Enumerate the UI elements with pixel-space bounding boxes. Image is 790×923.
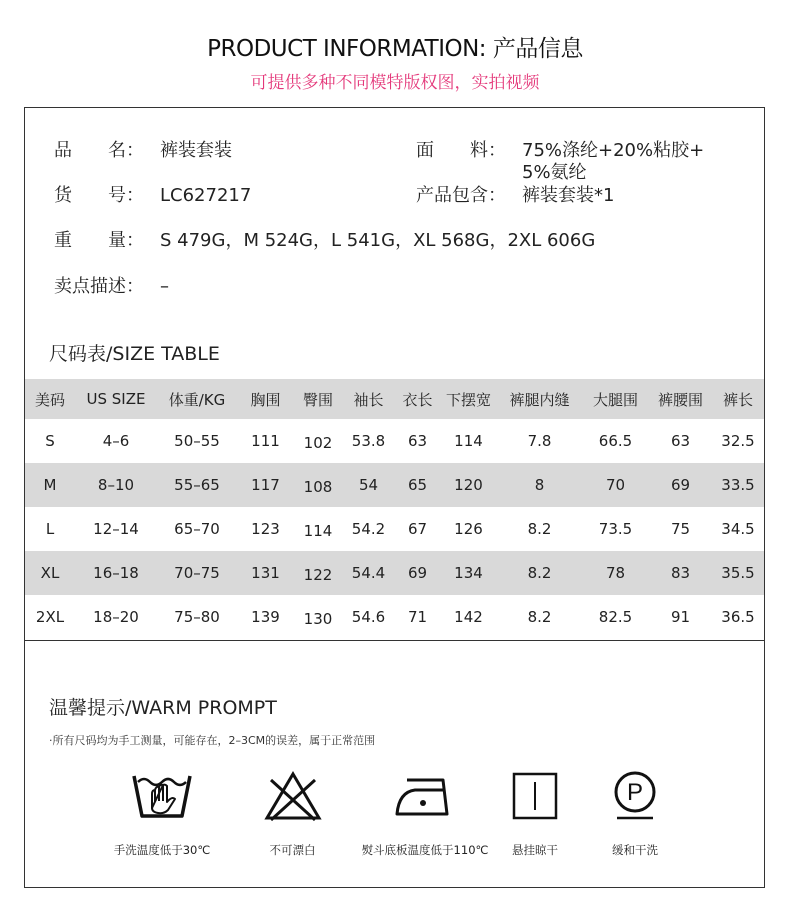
- iron-icon: [393, 768, 457, 824]
- table-cell: 2XL: [35, 608, 65, 626]
- info-package-label: 产品包含：: [416, 185, 506, 206]
- table-header: 大腿围: [582, 379, 649, 419]
- table-cell: 63: [407, 432, 428, 450]
- care-label: 悬挂晾干: [512, 843, 558, 857]
- table-cell: 18–20: [93, 608, 139, 626]
- table-cell: 32.5: [721, 432, 755, 450]
- table-cell: 75–80: [174, 608, 220, 626]
- table-cell: S: [45, 432, 55, 450]
- info-weight-value: S 479G，M 524G，L 541G，XL 568G，2XL 606G: [160, 230, 596, 251]
- care-iron: [340, 768, 510, 858]
- info-name-value: 裤装套装: [160, 140, 232, 161]
- table-cell: 102: [303, 434, 333, 452]
- table-header: 衣长: [395, 379, 440, 419]
- info-package-value: 裤装套装*1: [522, 185, 615, 206]
- table-cell: 134: [440, 551, 497, 595]
- table-cell: 63: [670, 432, 691, 450]
- table-cell: 114: [303, 522, 333, 540]
- table-cell: 53.8: [351, 432, 386, 450]
- table-cell: 54: [342, 463, 395, 507]
- info-fabric-value-line1: 75%涤纶+20%粘胶+: [522, 140, 705, 161]
- table-cell: 108: [294, 463, 342, 507]
- care-label: 缓和干洗: [612, 843, 658, 857]
- table-cell: 71: [407, 608, 428, 626]
- table-cell: 70: [582, 463, 649, 507]
- table-header: 裤长: [712, 379, 764, 419]
- table-cell: 33.5: [712, 463, 764, 507]
- table-cell: 8.2: [497, 551, 582, 595]
- measurement-note: ·所有尺码均为手工测量，可能存在，2–3CM的误差，属于正常范围: [49, 734, 376, 747]
- table-cell: XL: [25, 551, 75, 595]
- info-fabric-label: 面 料：: [416, 140, 506, 161]
- size-table-title: 尺码表/SIZE TABLE: [49, 343, 220, 365]
- table-header: 裤腰围: [649, 379, 712, 419]
- table-cell: L: [45, 520, 55, 538]
- warm-prompt-title: 温馨提示/WARM PROMPT: [49, 697, 277, 719]
- care-hand-wash: [87, 768, 237, 858]
- table-cell: 123: [251, 520, 280, 538]
- table-cell: 4–6: [102, 432, 130, 450]
- info-sku-value: LC627217: [160, 185, 252, 206]
- info-name-label: 品 名：: [54, 140, 144, 161]
- table-header: 胸围: [237, 379, 294, 419]
- table-cell: 36.5: [721, 608, 755, 626]
- table-header: 美码: [25, 379, 75, 419]
- no-bleach-icon: [263, 768, 323, 824]
- table-cell: 111: [251, 432, 280, 450]
- table-cell: 130: [303, 610, 333, 628]
- table-cell: 7.8: [527, 432, 552, 450]
- table-cell: 139: [251, 608, 280, 626]
- table-header: US SIZE: [75, 379, 157, 419]
- table-cell: 114: [454, 432, 483, 450]
- table-cell: 8: [497, 463, 582, 507]
- table-cell: 126: [454, 520, 483, 538]
- table-cell: 69: [649, 463, 712, 507]
- table-cell: 131: [237, 551, 294, 595]
- table-cell: 142: [454, 608, 483, 626]
- care-label: 手洗温度低于30℃: [113, 843, 211, 857]
- table-cell: 117: [237, 463, 294, 507]
- care-gentle-dry-clean: [590, 768, 680, 858]
- table-row: [25, 507, 764, 551]
- info-weight-label: 重 量：: [54, 230, 144, 251]
- section-divider: [25, 640, 764, 641]
- table-row: [25, 595, 764, 639]
- info-selling-label: 卖点描述：: [54, 276, 144, 297]
- table-cell: 65: [395, 463, 440, 507]
- table-cell: 55–65: [157, 463, 237, 507]
- care-label: 不可漂白: [269, 843, 316, 857]
- table-header: 下摆宽: [440, 379, 497, 419]
- table-cell: M: [25, 463, 75, 507]
- care-label: 熨斗底板温度低于110℃: [361, 843, 489, 857]
- table-header: 体重/KG: [157, 379, 237, 419]
- table-cell: 69: [395, 551, 440, 595]
- hand-wash-icon: [130, 768, 194, 824]
- table-cell: 8–10: [75, 463, 157, 507]
- page-title: PRODUCT INFORMATION: 产品信息: [207, 36, 583, 62]
- table-cell: 78: [582, 551, 649, 595]
- table-cell: 12–14: [93, 520, 139, 538]
- line-dry-icon: [510, 768, 560, 824]
- svg-text:P: P: [626, 779, 644, 806]
- table-cell: 34.5: [721, 520, 755, 538]
- gentle-dry-clean-icon: [607, 768, 663, 824]
- table-cell: 50–55: [174, 432, 220, 450]
- table-cell: 75: [670, 520, 691, 538]
- info-fabric-value-line2: 5%氨纶: [522, 162, 587, 183]
- table-header: 袖长: [342, 379, 395, 419]
- table-cell: 35.5: [712, 551, 764, 595]
- care-line-dry: [495, 768, 575, 858]
- table-row: [25, 419, 764, 463]
- page-subtitle: 可提供多种不同模特版权图，实拍视频: [250, 73, 540, 93]
- table-cell: 16–18: [75, 551, 157, 595]
- table-cell: 83: [649, 551, 712, 595]
- table-cell: 67: [407, 520, 428, 538]
- size-table-header-row: [25, 379, 764, 419]
- table-header: 裤腿内缝: [497, 379, 582, 419]
- table-row: [25, 551, 764, 595]
- table-cell: 8.2: [527, 608, 552, 626]
- care-no-bleach: [230, 768, 355, 858]
- table-header: 臀围: [294, 379, 342, 419]
- product-info-panel: [24, 107, 765, 888]
- table-cell: 54.6: [351, 608, 386, 626]
- size-table: [25, 379, 764, 639]
- table-cell: 122: [294, 551, 342, 595]
- table-cell: 8.2: [527, 520, 552, 538]
- table-cell: 70–75: [157, 551, 237, 595]
- table-cell: 82.5: [598, 608, 633, 626]
- info-selling-value: –: [160, 276, 169, 297]
- table-cell: 54.4: [342, 551, 395, 595]
- table-cell: 66.5: [598, 432, 633, 450]
- table-cell: 73.5: [598, 520, 633, 538]
- table-cell: 54.2: [351, 520, 386, 538]
- table-cell: 120: [440, 463, 497, 507]
- table-cell: 91: [670, 608, 691, 626]
- info-sku-label: 货 号：: [54, 185, 144, 206]
- table-cell: 65–70: [174, 520, 220, 538]
- table-row: [25, 463, 764, 507]
